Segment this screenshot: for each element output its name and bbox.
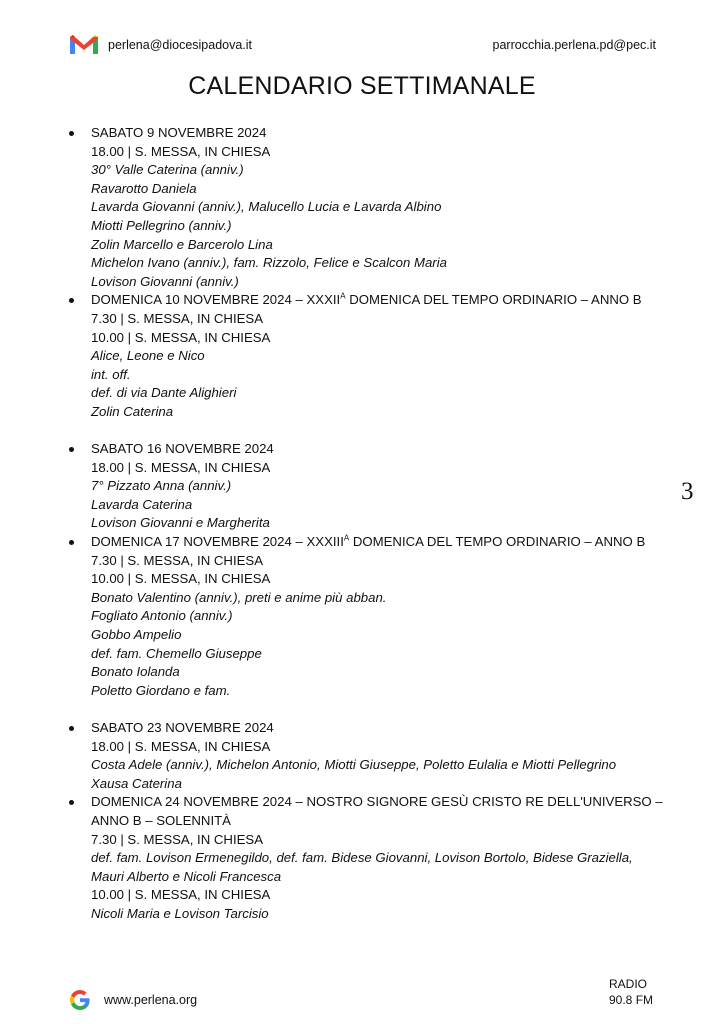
day-title: DOMENICA 17 NOVEMBRE $2024 - XXXIII^A$ DOMENICA DEL TEMPO ORDINARIO – ANNO B bbox=[91, 533, 646, 550]
footer-radio bbox=[609, 976, 653, 1008]
day-title: DOMENICA 24 NOVEMBRE 2024 – NOSTRO SIGNORE GESÙ CRISTO RE DELL'UNIVERSO – ANNO B – SOLENNITÀ bbox=[91, 794, 663, 828]
mass-intention: Poletto Giordano e fam. bbox=[91, 682, 231, 698]
radio-label: RADIO bbox=[609, 977, 648, 991]
page-header bbox=[70, 34, 656, 56]
calendar-day bbox=[66, 124, 666, 291]
calendar-day bbox=[66, 719, 666, 793]
mass-time: 18.00 | S. MESSA, IN CHIESA bbox=[91, 738, 271, 754]
footer-website-block bbox=[68, 988, 197, 1012]
page-number: 3 bbox=[681, 478, 694, 505]
radio-frequency: 90.8 FM bbox=[609, 993, 654, 1007]
mass-intention: Zolin Marcello e Barcerolo Lina bbox=[91, 236, 273, 252]
mass-time: 7.30 | S. MESSA, IN CHIESA bbox=[91, 831, 263, 847]
mass-intention: Fogliato Antonio (anniv.) bbox=[91, 608, 233, 624]
header-pec-email[interactable]: parrocchia.perlena.pd@pec.it bbox=[492, 38, 656, 52]
mass-intention: Nicoli Maria e Lovison Tarcisio bbox=[91, 905, 269, 921]
mass-intention: Lavarda Caterina bbox=[91, 496, 193, 512]
day-title: SABATO 9 NOVEMBRE 2024 bbox=[91, 125, 267, 140]
mass-time: 10.00 | S. MESSA, IN CHIESA bbox=[91, 887, 271, 903]
mass-intention: Xausa Caterina bbox=[91, 775, 182, 791]
weekly-calendar bbox=[66, 124, 666, 924]
day-title: SABATO 23 NOVEMBRE 2024 bbox=[91, 720, 274, 735]
mass-intention: int. off. bbox=[91, 366, 131, 382]
mass-time: 18.00 | S. MESSA, IN CHIESA bbox=[91, 459, 271, 475]
mass-intention: def. di via Dante Alighieri bbox=[91, 385, 237, 401]
mass-intention: Gobbo Ampelio bbox=[91, 627, 182, 643]
mass-intention: 30° Valle Caterina (anniv.) bbox=[91, 162, 244, 178]
mass-intention: Miotti Pellegrino (anniv.) bbox=[91, 217, 232, 233]
mass-intention: def. fam. Chemello Giuseppe bbox=[91, 645, 262, 661]
page-title: CALENDARIO SETTIMANALE bbox=[188, 72, 536, 100]
mass-time: 10.00 | S. MESSA, IN CHIESA bbox=[91, 571, 271, 587]
mass-intention: 7° Pizzato Anna (anniv.) bbox=[91, 478, 232, 494]
day-title: SABATO 16 NOVEMBRE 2024 bbox=[91, 441, 274, 457]
mass-time: 7.30 | S. MESSA, IN CHIESA bbox=[91, 552, 263, 568]
mass-intention: Lovison Giovanni e Margherita bbox=[91, 515, 270, 531]
mass-time: 18.00 | S. MESSA, IN CHIESA bbox=[91, 143, 271, 159]
mass-intention: Lavarda Giovanni (anniv.), Malucello Lucia e Lavarda Albino bbox=[91, 199, 442, 215]
calendar-day bbox=[66, 793, 666, 923]
day-title: DOMENICA 10 NOVEMBRE $2024 - XXXII^A$ DOMENICA DEL TEMPO ORDINARIO – ANNO B bbox=[91, 291, 642, 308]
calendar-day bbox=[66, 291, 666, 421]
gmail-icon bbox=[70, 35, 98, 55]
footer-website[interactable]: www.perlena.org bbox=[104, 993, 198, 1007]
mass-intention: Alice, Leone e Nico bbox=[91, 348, 205, 364]
mass-intention: Michelon Ivano (anniv.), fam. Rizzolo, Felice e Scalcon Maria bbox=[91, 255, 447, 271]
mass-intention: Zolin Caterina bbox=[91, 403, 174, 419]
mass-time: 10.00 | S. MESSA, IN CHIESA bbox=[91, 329, 271, 345]
google-icon bbox=[68, 988, 92, 1012]
mass-intention: Lovison Giovanni (anniv.) bbox=[91, 273, 239, 289]
mass-intention: Ravarotto Daniela bbox=[91, 180, 197, 196]
calendar-day bbox=[66, 533, 666, 700]
calendar-day bbox=[66, 440, 666, 533]
header-email[interactable]: perlena@diocesipadova.it bbox=[108, 38, 253, 52]
header-email-block bbox=[70, 35, 252, 55]
mass-intention: Bonato Iolanda bbox=[91, 664, 180, 680]
mass-time: 7.30 | S. MESSA, IN CHIESA bbox=[91, 310, 263, 326]
mass-intention: Costa Adele (anniv.), Michelon Antonio, Miotti Giuseppe, Poletto Eulalia e Miotti Pellegrino bbox=[91, 757, 617, 773]
mass-intention: Bonato Valentino (anniv.), preti e anime più abban. bbox=[91, 589, 387, 605]
mass-intention: def. fam. Lovison Ermenegildo, def. fam. Bidese Giovanni, Lovison Bortolo, Bidese Graziella, Mauri Alberto e Nicoli Francesca bbox=[91, 850, 633, 884]
